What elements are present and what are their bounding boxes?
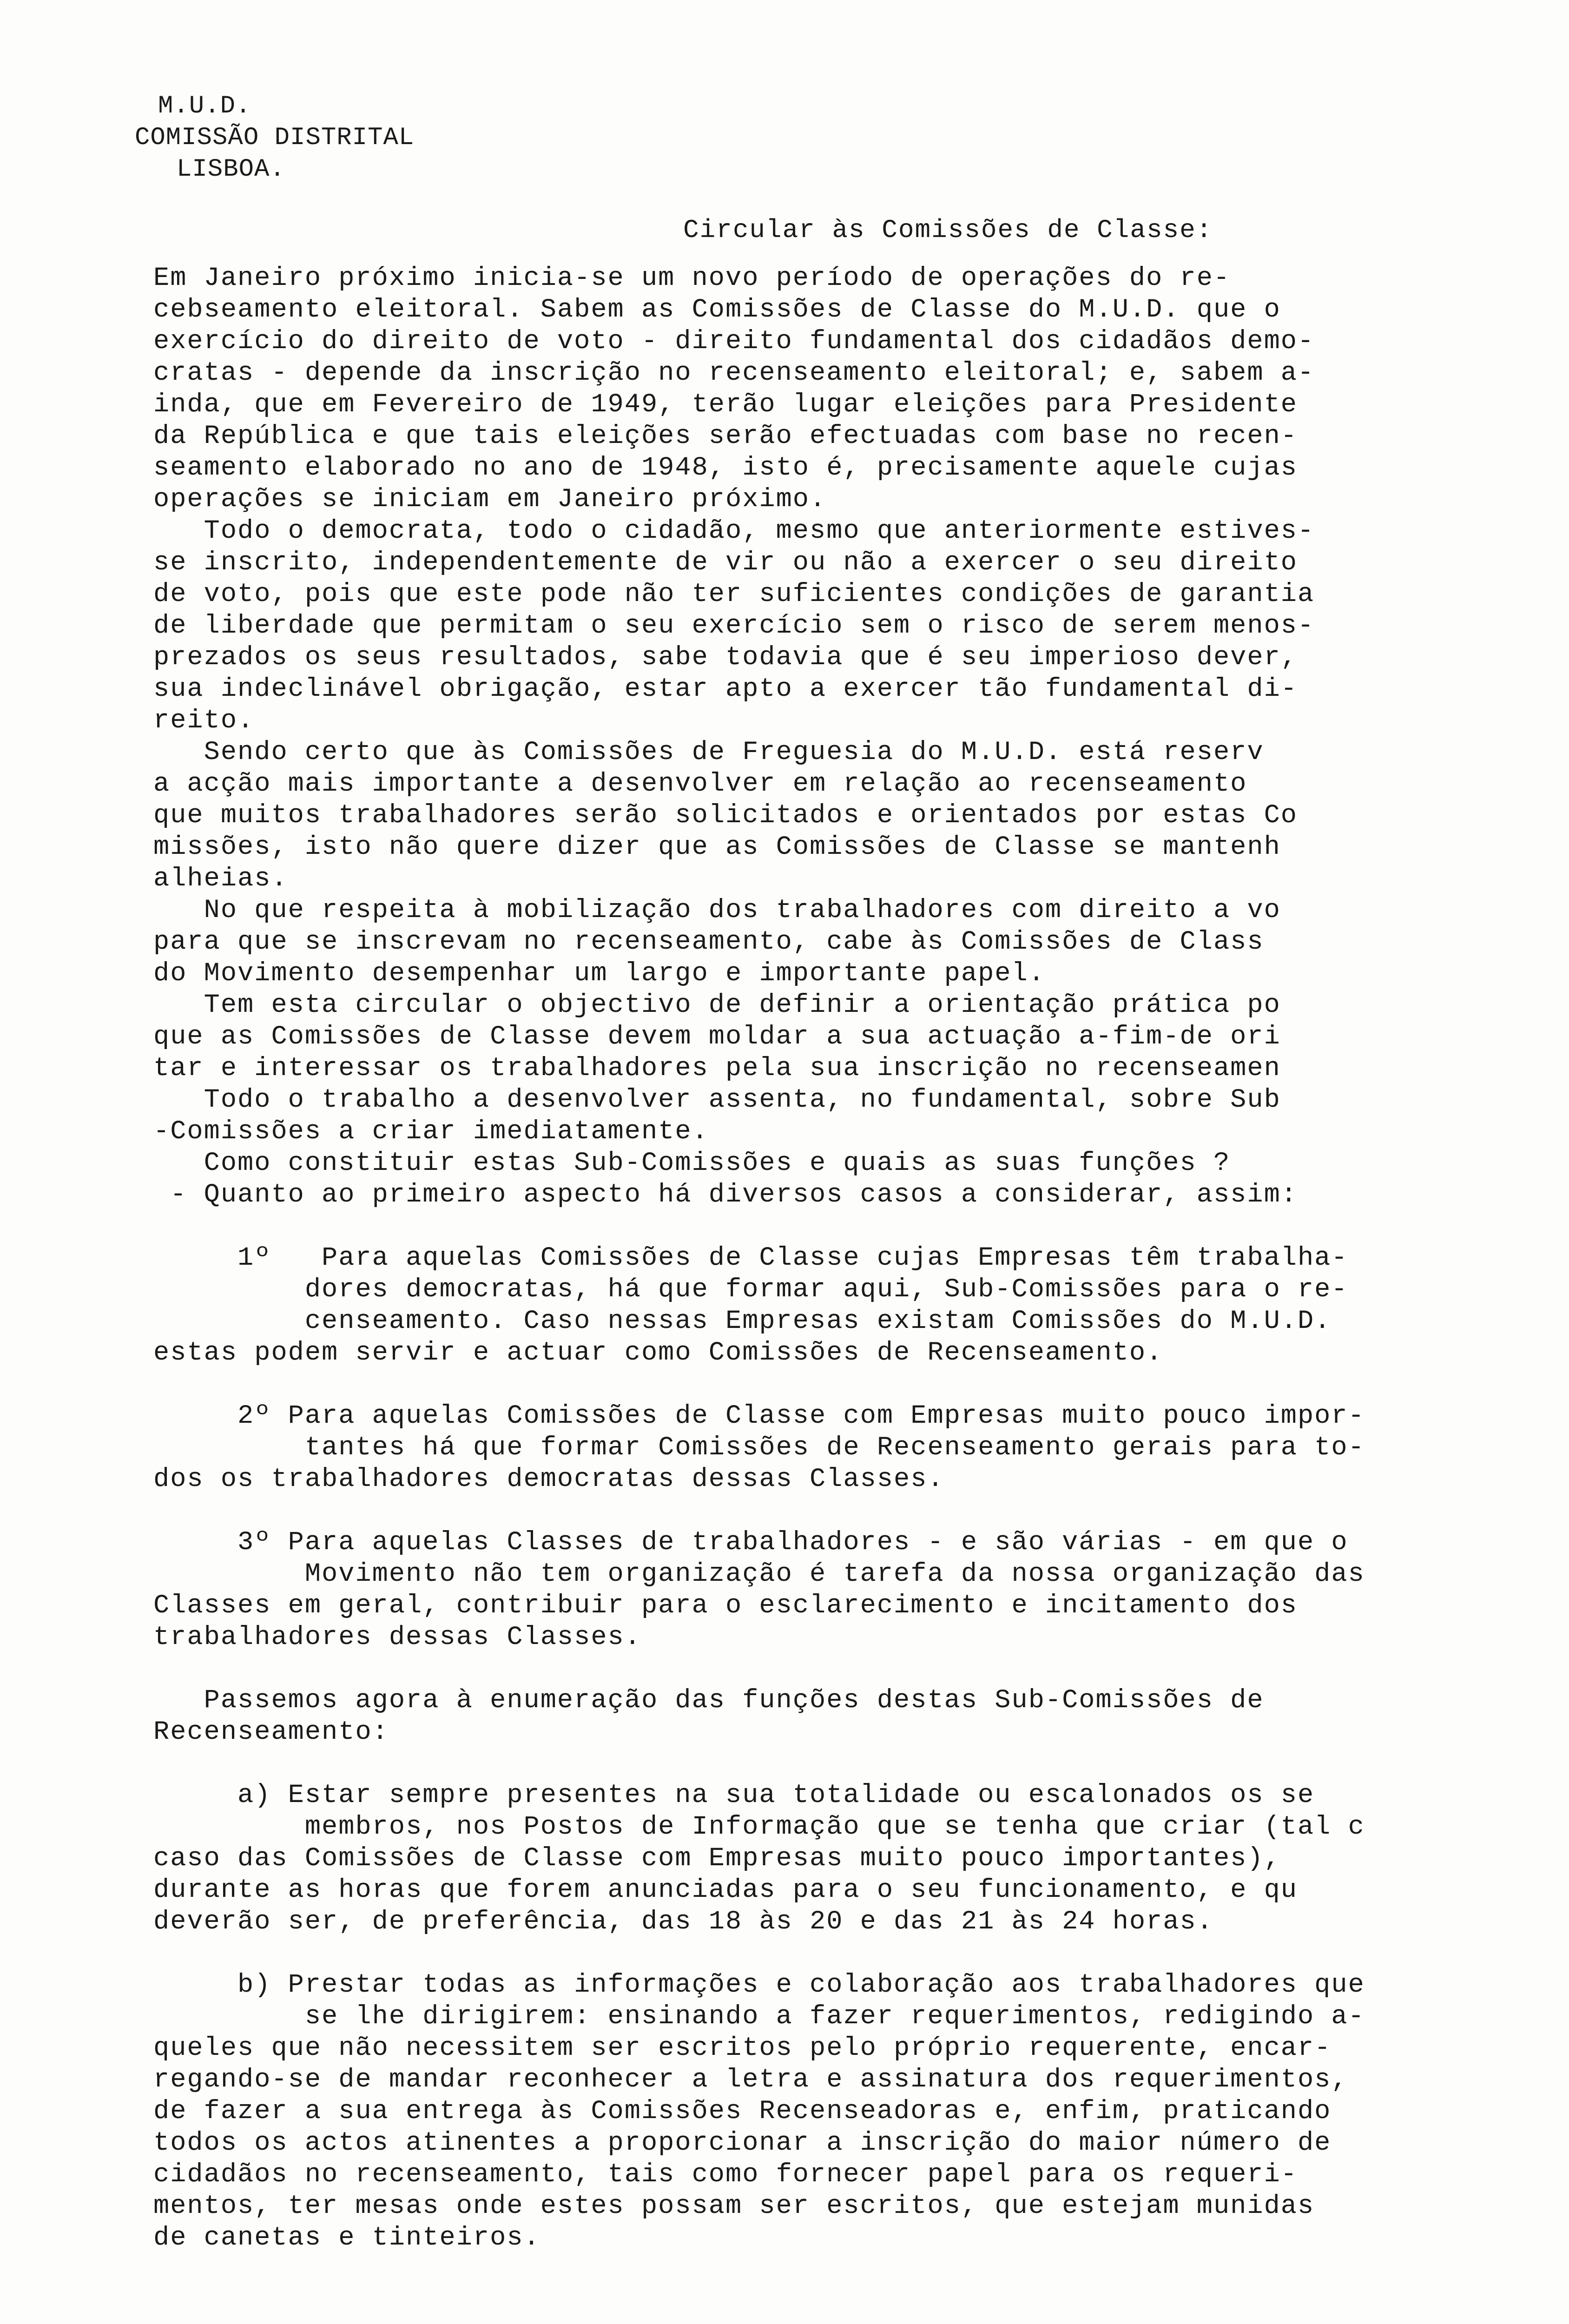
text-line: 2º Para aquelas Comissões de Classe com Empresas muito pouco impor- (153, 1401, 1365, 1431)
text-line: prezados os seus resultados, sabe todavia que é seu imperioso dever, (153, 643, 1298, 673)
text-line: alheias. (153, 864, 288, 894)
text-line: dos os trabalhadores democratas dessas Classes. (153, 1465, 944, 1494)
text-line: cidadãos no recenseamento, tais como fornecer papel para os requeri- (153, 2160, 1298, 2190)
text-line: da República e que tais eleições serão efectuadas com base no recen- (153, 422, 1298, 451)
text-line: - Quanto ao primeiro aspecto há diversos casos a considerar, assim: (153, 1180, 1298, 1210)
text-line (153, 1653, 1487, 1685)
text-line: censeamento. Caso nessas Empresas existam Comissões do M.U.D. (153, 1307, 1332, 1336)
text-line: durante as horas que forem anunciadas para o seu funcionamento, e qu (153, 1875, 1298, 1905)
text-line: missões, isto não quere dizer que as Comissões de Classe se mantenh (153, 832, 1281, 862)
text-line: estas podem servir e actuar como Comissões de Recenseamento. (153, 1338, 1163, 1368)
text-line: tantes há que formar Comissões de Recenseamento gerais para to- (153, 1433, 1365, 1463)
org-name: M.U.D. (158, 92, 251, 120)
text-line: cratas - depende da inscrição no recenseamento eleitoral; e, sabem a- (153, 358, 1315, 388)
text-line: exercício do direito de voto - direito fundamental dos cidadãos demo- (153, 327, 1315, 357)
text-line: dores democratas, há que formar aqui, Sub-Comissões para o re- (153, 1275, 1348, 1305)
text-line: operações se iniciam em Janeiro próximo. (153, 485, 827, 515)
text-line: Como constituir estas Sub-Comissões e quais as suas funções ? (153, 1149, 1231, 1178)
text-line: queles que não necessitem ser escritos pelo próprio requerente, encar- (153, 2034, 1332, 2063)
text-line (153, 1369, 1487, 1400)
text-line: se inscrito, independentemente de vir ou não a exercer o seu direito (153, 548, 1298, 578)
text-line: Em Janeiro próximo inicia-se um novo período de operações do re- (153, 264, 1231, 293)
text-line: b) Prestar todas as informações e colaboração aos trabalhadores que (153, 1970, 1365, 2000)
text-line: deverão ser, de preferência, das 18 às 20 e das 21 às 24 horas. (153, 1907, 1213, 1937)
circular-title: Circular às Comissões de Classe: (683, 215, 1213, 245)
text-line: Todo o trabalho a desenvolver assenta, no fundamental, sobre Sub (153, 1085, 1281, 1115)
text-line: tar e interessar os trabalhadores pela sua inscrição no recenseamen (153, 1054, 1281, 1083)
text-line: Todo o democrata, todo o cidadão, mesmo que anteriormente estives- (153, 516, 1315, 546)
text-line: sua indeclinável obrigação, estar apto a exercer tão fundamental di- (153, 674, 1298, 704)
text-line: 1º Para aquelas Comissões de Classe cujas Empresas têm trabalha- (153, 1243, 1348, 1273)
text-line (153, 1748, 1487, 1780)
text-line: Recenseamento: (153, 1717, 389, 1747)
text-line: Classes em geral, contribuir para o esclarecimento e incitamento dos (153, 1591, 1298, 1621)
text-line: a) Estar sempre presentes na sua totalidade ou escalonados os se (153, 1781, 1315, 1810)
text-line: No que respeita à mobilização dos trabalhadores com direito a vo (153, 896, 1281, 925)
text-line (153, 1938, 1487, 1969)
text-line: Movimento não tem organização é tarefa da nossa organização das (153, 1559, 1365, 1589)
text-line: para que se inscrevam no recenseamento, cabe às Comissões de Class (153, 927, 1264, 957)
text-line: trabalhadores dessas Classes. (153, 1623, 641, 1652)
text-line: inda, que em Fevereiro de 1949, terão lugar eleições para Presidente (153, 390, 1298, 420)
text-line: Sendo certo que às Comissões de Freguesia do M.U.D. está reserv (153, 738, 1264, 767)
text-line: Passemos agora à enumeração das funções destas Sub-Comissões de (153, 1686, 1264, 1716)
text-line: cebseamento eleitoral. Sabem as Comissões de Classe do M.U.D. que o (153, 295, 1281, 325)
text-line: membros, nos Postos de Informação que se tenha que criar (tal c (153, 1812, 1365, 1842)
text-line (153, 1495, 1487, 1527)
text-line: que as Comissões de Classe devem moldar a sua actuação a-fim-de ori (153, 1022, 1281, 1052)
text-line: do Movimento desempenhar um largo e importante papel. (153, 959, 1045, 989)
text-line: que muitos trabalhadores serão solicitados e orientados por estas Co (153, 801, 1298, 831)
text-line: de fazer a sua entrega às Comissões Recenseadoras e, enfim, praticando (153, 2097, 1332, 2126)
committee-name: COMISSÃO DISTRITAL (135, 124, 415, 152)
text-line (153, 1211, 1487, 1242)
text-line: 3º Para aquelas Classes de trabalhadores - e são várias - em que o (153, 1528, 1348, 1558)
text-line: -Comissões a criar imediatamente. (153, 1117, 709, 1147)
text-line: de liberdade que permitam o seu exercício sem o risco de serem menos- (153, 611, 1315, 641)
text-line: de canetas e tinteiros. (153, 2223, 541, 2253)
text-line: Tem esta circular o objectivo de definir a orientação prática po (153, 990, 1281, 1020)
text-line: caso das Comissões de Classe com Empresas muito pouco importantes), (153, 1844, 1281, 1874)
text-line: regando-se de mandar reconhecer a letra e assinatura dos requerimentos, (153, 2065, 1348, 2095)
text-line: todos os actos atinentes a proporcionar a inscrição do maior número de (153, 2128, 1332, 2158)
text-line: a acção mais importante a desenvolver em relação ao recenseamento (153, 769, 1247, 799)
text-line: seamento elaborado no ano de 1948, isto é, precisamente aquele cujas (153, 453, 1298, 483)
text-line: mentos, ter mesas onde estes possam ser escritos, que estejam munidas (153, 2192, 1315, 2221)
text-line: reito. (153, 706, 255, 736)
city-name: LISBOA. (177, 155, 285, 184)
circular-body (153, 263, 1487, 2254)
text-line: se lhe dirigirem: ensinando a fazer requerimentos, redigindo a- (153, 2002, 1365, 2032)
text-line: de voto, pois que este pode não ter suficientes condições de garantia (153, 580, 1315, 609)
letterhead (135, 91, 414, 185)
